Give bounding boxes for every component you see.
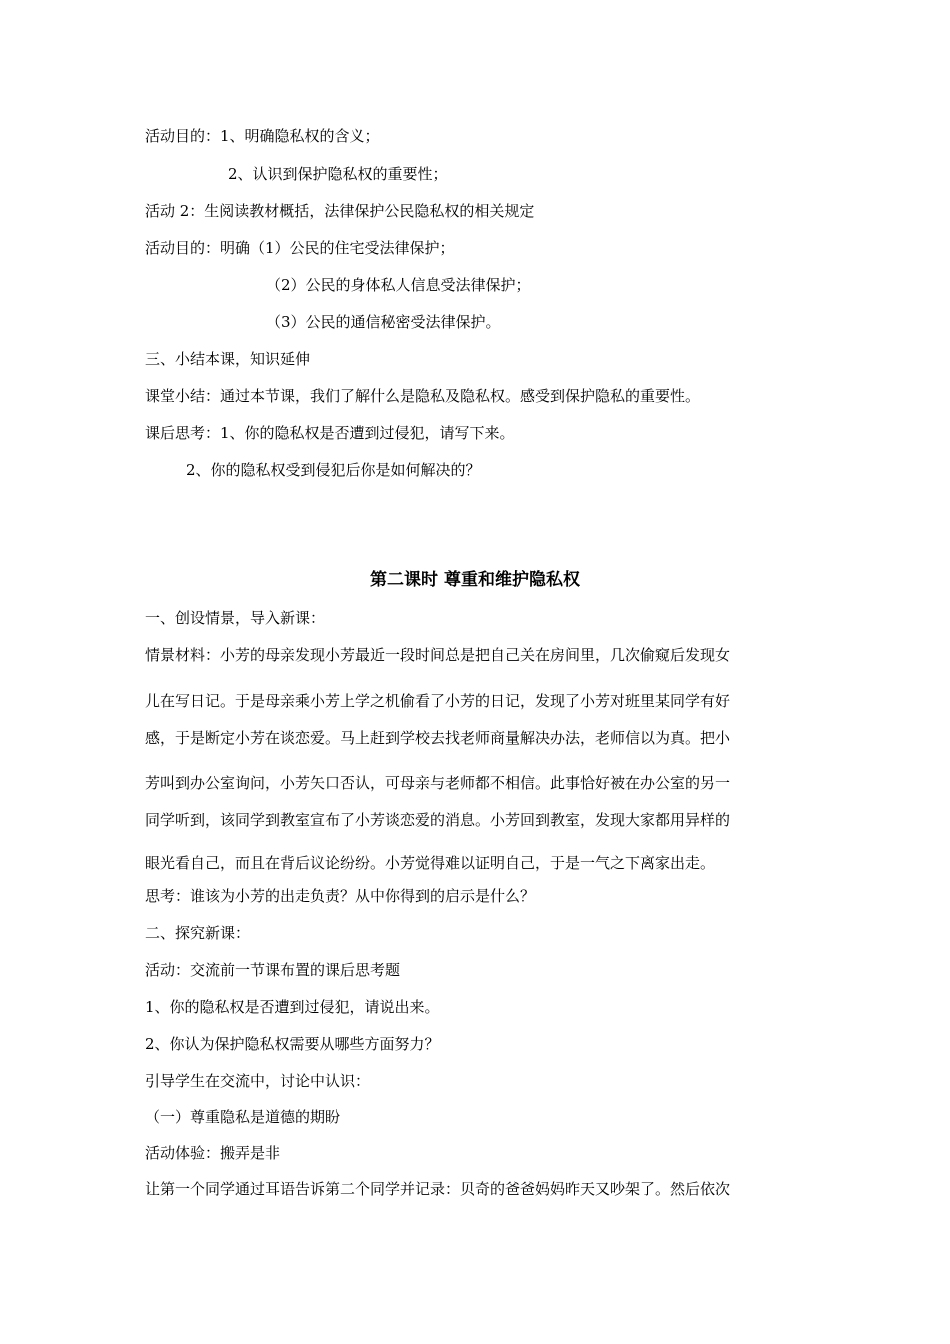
- text-line: 1、你的隐私权是否遭到过侵犯，请说出来。: [145, 998, 440, 1016]
- text-line: （2）公民的身体私人信息受法律保护；: [266, 276, 531, 294]
- text-line: 2、认识到保护隐私权的重要性；: [228, 165, 448, 183]
- text-line: 活动目的：明确（1）公民的住宅受法律保护；: [145, 239, 455, 257]
- text-line: 儿在写日记。于是母亲乘小芳上学之机偷看了小芳的日记，发现了小芳对班里某同学有好: [145, 692, 731, 710]
- text-line: 眼光看自己，而且在背后议论纷纷。小芳觉得难以证明自己，于是一气之下离家出走。: [145, 854, 716, 872]
- text-line: 感，于是断定小芳在谈恋爱。马上赶到学校去找老师商量解决办法，老师信以为真。把小: [145, 729, 731, 747]
- text-line: 活动 2：生阅读教材概括，法律保护公民隐私权的相关规定: [145, 202, 535, 220]
- text-line: 2、你认为保护隐私权需要从哪些方面努力？: [145, 1035, 440, 1053]
- text-line: 2、你的隐私权受到侵犯后你是如何解决的？: [186, 461, 481, 479]
- text-line: 让第一个同学通过耳语告诉第二个同学并记录：贝奇的爸爸妈妈昨天又吵架了。然后依次: [145, 1180, 731, 1198]
- text-line: 活动体验：搬弄是非: [145, 1144, 281, 1162]
- text-line: 情景材料：小芳的母亲发现小芳最近一段时间总是把自己关在房间里，几次偷窥后发现女: [145, 646, 731, 664]
- section-heading: 一、创设情景，导入新课：: [145, 609, 326, 627]
- text-line: 思考：谁该为小芳的出走负责？从中你得到的启示是什么？: [145, 887, 536, 905]
- text-line: 活动：交流前一节课布置的课后思考题: [145, 961, 401, 979]
- text-line: 同学听到，该同学到教室宣布了小芳谈恋爱的消息。小芳回到教室，发现大家都用异样的: [145, 811, 731, 829]
- text-line: 课堂小结：通过本节课，我们了解什么是隐私及隐私权。感受到保护隐私的重要性。: [145, 387, 701, 405]
- section-heading: 三、小结本课，知识延伸: [145, 350, 311, 368]
- subsection-heading: （一）尊重隐私是道德的期盼: [145, 1108, 341, 1126]
- section-heading: 二、探究新课：: [145, 924, 251, 942]
- text-line: 芳叫到办公室询问，小芳矢口否认，可母亲与老师都不相信。此事恰好被在办公室的另一: [145, 774, 731, 792]
- text-line: 引导学生在交流中，讨论中认识：: [145, 1072, 371, 1090]
- lesson-title: 第二课时 尊重和维护隐私权: [370, 570, 580, 590]
- text-line: 课后思考：1、你的隐私权是否遭到过侵犯，请写下来。: [145, 424, 515, 442]
- text-line: 活动目的：1、明确隐私权的含义；: [145, 127, 380, 145]
- text-line: （3）公民的通信秘密受法律保护。: [266, 313, 501, 331]
